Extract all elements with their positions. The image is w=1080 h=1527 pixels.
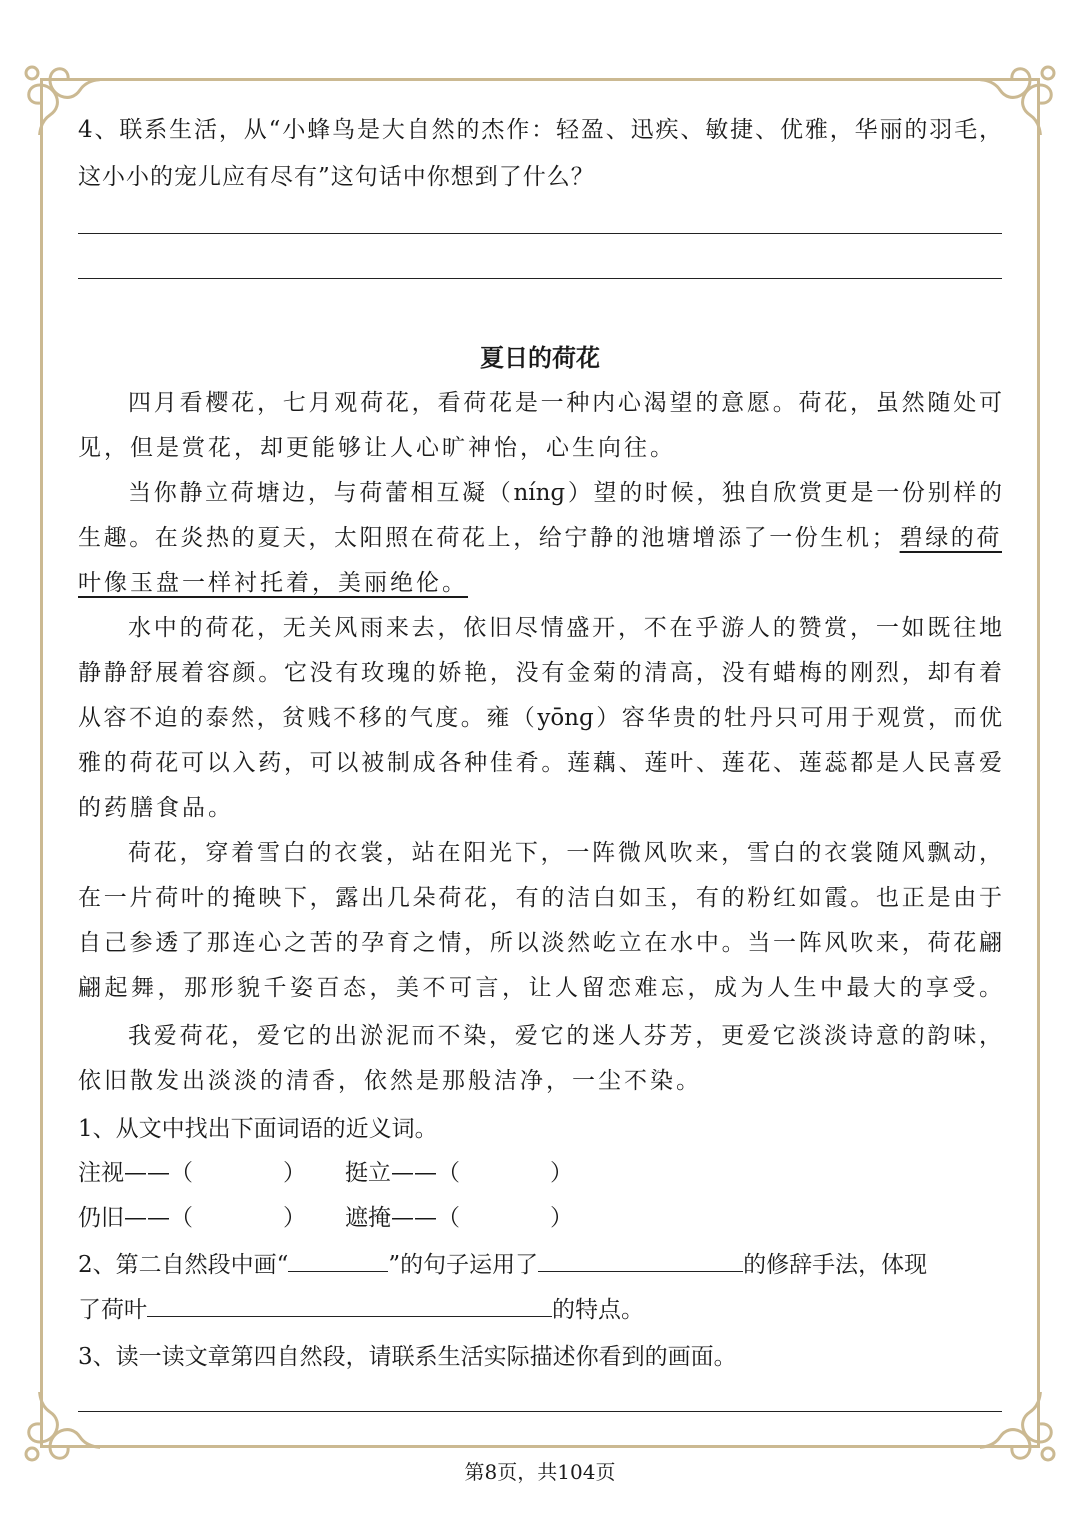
- underlined-sentence: 叶像玉盘一样衬托着，美丽绝伦。: [78, 570, 468, 596]
- paragraph-line: 依旧散发出淡淡的清香，依然是那般洁净，一尘不染。: [78, 1068, 702, 1094]
- answer-line[interactable]: [78, 1411, 1002, 1412]
- blank-rhetoric[interactable]: [538, 1245, 743, 1272]
- word-blank[interactable]: ）: [550, 1205, 573, 1231]
- answer-line[interactable]: [78, 233, 1002, 234]
- q2-text: 了荷叶: [78, 1297, 147, 1323]
- paragraph-line: 自己参透了那连心之苦的孕育之情，所以淡然屹立在水中。当一阵风吹来，荷花翩: [78, 930, 1002, 956]
- underlined-sentence: 碧绿的荷: [899, 525, 1002, 551]
- paragraph-line: 静静舒展着容颜。它没有玫瑰的娇艳，没有金菊的清高，没有蜡梅的刚烈，却有着: [78, 660, 1002, 686]
- paragraph-line: 雅的荷花可以入药，可以被制成各种佳肴。莲藕、莲叶、莲花、莲蕊都是人民喜爱: [78, 750, 1002, 776]
- paragraph-line: 四月看樱花，七月观荷花，看荷花是一种内心渴望的意愿。荷花，虽然随处可: [128, 390, 1002, 416]
- page-number: 第8页，共104页: [464, 1460, 616, 1484]
- paragraph-line: 的药膳食品。: [78, 795, 234, 821]
- paragraph-line: 从容不迫的泰然，贫贱不移的气度。雍（yōnɡ）容华贵的牡丹只可用于观赏，而优: [78, 705, 1002, 731]
- line-text: 生趣。在炎热的夏天，太阳照在荷花上，给宁静的池塘增添了一份生机；: [78, 525, 898, 551]
- paragraph-line: 水中的荷花，无关风雨来去，依旧尽情盛开，不在乎游人的赞赏，一如既往地: [128, 615, 1002, 641]
- question-3: 3、读一读文章第四自然段，请联系生活实际描述你看到的画面。: [78, 1344, 737, 1370]
- word-blank[interactable]: ）: [550, 1160, 573, 1186]
- q2-text: 的特点。: [552, 1297, 644, 1323]
- paragraph-line: 我爱荷花，爱它的出淤泥而不染，爱它的迷人芬芳，更爱它淡淡诗意的韵味，: [128, 1023, 1002, 1049]
- paragraph-line: 荷花，穿着雪白的衣裳，站在阳光下，一阵微风吹来，雪白的衣裳随风飘动，: [128, 840, 1002, 866]
- word-prompt: 注视——（: [78, 1160, 193, 1186]
- paragraph-line: 当你静立荷塘边，与荷蕾相互凝（nínɡ）望的时候，独自欣赏更是一份别样的: [128, 480, 1002, 506]
- question-2: [78, 1243, 1002, 1287]
- synonym-row: [78, 1151, 1002, 1195]
- article-title: 夏日的荷花: [480, 343, 600, 372]
- question-1: 1、从文中找出下面词语的近义词。: [78, 1116, 438, 1142]
- paragraph-line: 翩起舞，那形貌千姿百态，美不可言，让人留恋难忘，成为人生中最大的享受。: [78, 975, 1002, 1001]
- question-2-line2: [78, 1288, 1002, 1332]
- paragraph-line: [78, 516, 1002, 560]
- word-blank[interactable]: ）: [283, 1205, 306, 1231]
- q2-text: 的修辞手法，体现: [743, 1252, 928, 1278]
- word-prompt: 遮掩——（: [345, 1205, 460, 1231]
- blank-feature[interactable]: [147, 1290, 552, 1317]
- q2-text: 2、第二自然段中画“: [78, 1252, 289, 1278]
- blank-sentence[interactable]: [288, 1245, 388, 1272]
- q2-text: ”的句子运用了: [388, 1252, 539, 1278]
- word-prompt: 挺立——（: [345, 1160, 460, 1186]
- paragraph-line: [78, 561, 1002, 605]
- question-4-line: 4、联系生活，从“小蜂鸟是大自然的杰作：轻盈、迅疾、敏捷、优雅，华丽的羽毛，: [78, 117, 1002, 143]
- synonym-row: [78, 1196, 1002, 1240]
- question-4-line: 这小小的宠儿应有尽有”这句话中你想到了什么？: [78, 164, 595, 190]
- answer-line[interactable]: [78, 278, 1002, 279]
- paragraph-line: 在一片荷叶的掩映下，露出几朵荷花，有的洁白如玉，有的粉红如霞。也正是由于: [78, 885, 1002, 911]
- paragraph-line: 见，但是赏花，却更能够让人心旷神怡，心生向往。: [78, 435, 676, 461]
- word-prompt: 仍旧——（: [78, 1205, 193, 1231]
- word-blank[interactable]: ）: [283, 1160, 306, 1186]
